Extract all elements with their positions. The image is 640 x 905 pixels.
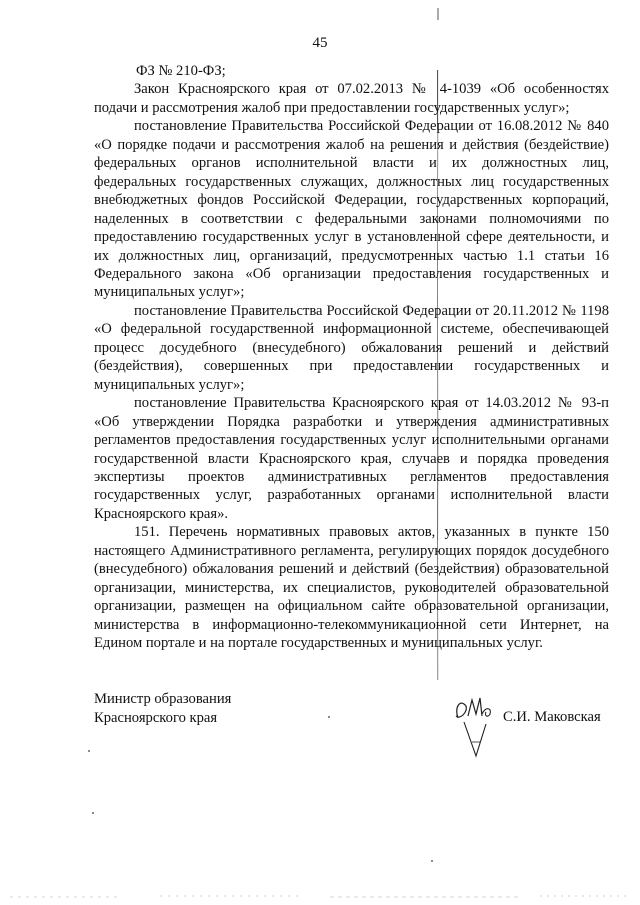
paragraph-regional-law: Закон Красноярского края от 07.02.2013 № 4-1039 «Об особенностях подачи и рассмотрения жалоб при предоставлении государственных услуг»; <box>94 81 609 116</box>
signatory-title-line-2: Красноярского края <box>94 710 218 726</box>
paragraph-law-reference: ФЗ № 210-ФЗ; <box>136 63 226 79</box>
paragraph-clause-151: 151. Перечень нормативных правовых актов, указанных в пункте 150 настоящего Административного регламента, регулирующих порядок досудебного (внесудебного) обжалования решений и действий (бездействия) образовательной организации, министерства, их специалистов, руководителей образовательной организации, размещен на официальном сайте образовательной организации, министерства в информационно-телекоммуникационной сети Интернет, на Едином портале и на портале государственных и муниципальных услуг. <box>94 524 609 652</box>
scan-speck <box>431 860 433 862</box>
signatory-title-line-1: Министр образования <box>94 691 232 707</box>
paragraph-resolution-840: постановление Правительства Российской Федерации от 16.08.2012 № 840 «О порядке подачи и рассмотрения жалоб на решения и действия (бездействие) федеральных органов исполнительной власти и их должностных лиц, федеральных государственных служащих, должностных лиц государственных внебюджетных фондов Российской Федерации, государственных корпораций, наделенных в соответствии с федеральными законами полномочиями по предоставлению государственных услуг в установленной сфере деятельности, и их должностных лиц, организаций, предусмотренных частью 1.1 статьи 16 Федерального закона «Об организации предоставления государственных и муниципальных услуг»; <box>94 118 609 301</box>
paragraph-resolution-93p: постановление Правительства Красноярского края от 14.03.2012 № 93-п «Об утверждении Порядка разработки и утверждения административных регламентов предоставления государственных услуг исполнительными органами государственной власти Красноярского края, случаев и порядка проведения экспертизы проектов административных регламентов предоставления государственных услуг, разработанных органами исполнительной власти Красноярского края». <box>94 395 609 522</box>
paragraph-resolution-1198: постановление Правительства Российской Федерации от 20.11.2012 № 1198 «О федеральной государственной информационной системе, обеспечивающей процесс досудебного (внесудебного) обжалования решений и действий (бездействия), совершенных при предоставлении государственных и муниципальных услуг»; <box>94 302 609 393</box>
scan-speck <box>328 716 330 718</box>
page-number: 45 <box>312 35 328 51</box>
signatory-title <box>94 690 231 728</box>
scan-bottom-edge-noise <box>0 893 640 901</box>
handwritten-signature <box>446 686 506 758</box>
signatory-name: С.И. Маковская <box>503 709 601 725</box>
scan-speck <box>88 750 90 752</box>
document-body <box>94 62 609 653</box>
scan-speck <box>92 812 94 814</box>
